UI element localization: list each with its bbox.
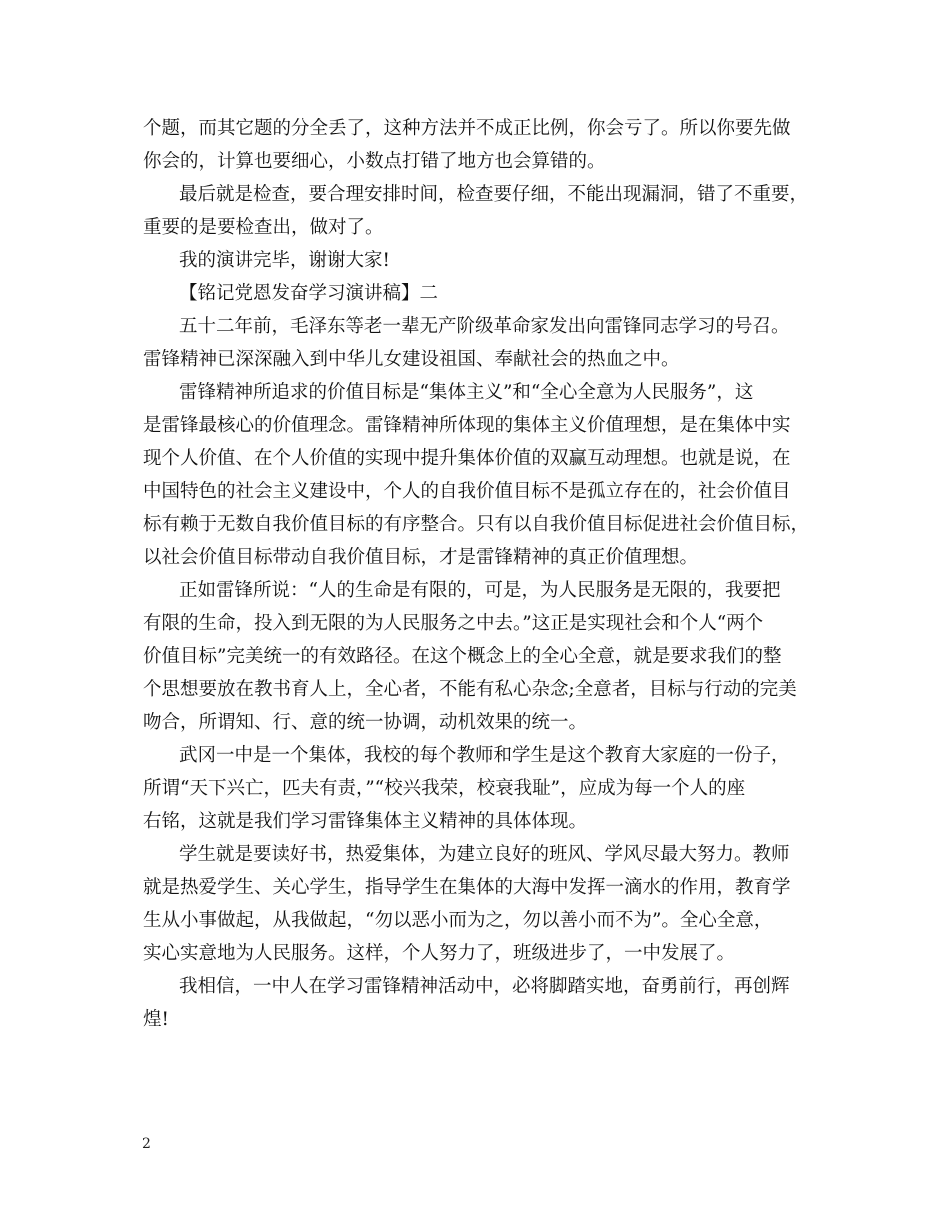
paragraph-first-line: 【铭记党恩发奋学习演讲稿】二 xyxy=(179,283,439,304)
paragraph-first-line: 武冈一中是一个集体，我校的每个教师和学生是这个教育大家庭的一份子， xyxy=(179,745,790,766)
paragraph-first-line: 雷锋精神所追求的价值目标是“集体主义”和“全心全意为人民服务”，这 xyxy=(179,382,754,403)
paragraph-line: 煌! xyxy=(143,1009,169,1030)
paragraph-first-line: 学生就是要读好书，热爱集体，为建立良好的班风、学风尽最大努力。教师 xyxy=(179,844,790,865)
paragraph-line: 中国特色的社会主义建设中，个人的自我价值目标不是孤立存在的，社会价值目 xyxy=(143,481,791,502)
paragraph-line: 实心实意地为人民服务。这样，个人努力了，班级进步了，一中发展了。 xyxy=(143,943,736,964)
paragraph-line: 生从小事做起，从我做起，“勿以恶小而为之，勿以善小而不为”。全心全意， xyxy=(143,910,773,931)
paragraph-first-line: 五十二年前，毛泽东等老一辈无产阶级革命家发出向雷锋同志学习的号召。 xyxy=(179,316,790,337)
paragraph-line: 雷锋精神已深深融入到中华儿女建设祖国、奉献社会的热血之中。 xyxy=(143,349,680,370)
paragraph-line: 价值目标”完美统一的有效路径。在这个概念上的全心全意，就是要求我们的整 xyxy=(143,646,782,667)
paragraph-first-line: 正如雷锋所说：“人的生命是有限的，可是，为人民服务是无限的，我要把 xyxy=(179,580,781,601)
paragraph-line: 你会的，计算也要细心，小数点打错了地方也会算错的。 xyxy=(143,151,606,172)
paragraph-first-line: 我的演讲完毕，谢谢大家! xyxy=(179,250,390,271)
paragraph-line: 是雷锋最核心的价值理念。雷锋精神所体现的集体主义价值理想，是在集体中实 xyxy=(143,415,791,436)
paragraph-line: 就是热爱学生、关心学生，指导学生在集体的大海中发挥一滴水的作用，教育学 xyxy=(143,877,791,898)
paragraph-line: 现个人价值、在个人价值的实现中提升集体价值的双赢互动理想。也就是说，在 xyxy=(143,448,791,469)
paragraph-first-line: 我相信，一中人在学习雷锋精神活动中，必将脚踏实地，奋勇前行，再创辉 xyxy=(179,976,790,997)
paragraph-line: 右铭，这就是我们学习雷锋集体主义精神的具体体现。 xyxy=(143,811,588,832)
paragraph-line: 个思想要放在教书育人上，全心者，不能有私心杂念;全意者，目标与行动的完美 xyxy=(143,679,797,700)
paragraph-first-line: 最后就是检查，要合理安排时间，检查要仔细，不能出现漏洞，错了不重要， xyxy=(179,184,809,205)
paragraph-line: 吻合，所谓知、行、意的统一协调，动机效果的统一。 xyxy=(143,712,588,733)
paragraph-line: 以社会价值目标带动自我价值目标，才是雷锋精神的真正价值理想。 xyxy=(143,547,699,568)
paragraph-line: 所谓“天下兴亡，匹夫有责，”“校兴我荣，校衰我耻”，应成为每一个人的座 xyxy=(143,778,746,799)
paragraph-line: 重要的是要检查出，做对了。 xyxy=(143,217,384,238)
paragraph-line: 标有赖于无数自我价值目标的有序整合。只有以自我价值目标促进社会价值目标， xyxy=(143,514,810,535)
speech-body-text xyxy=(143,112,815,1036)
paragraph-line: 有限的生命，投入到无限的为人民服务之中去。”这正是实现社会和个人“两个 xyxy=(143,613,764,634)
page-number: 2 xyxy=(142,1136,151,1152)
paragraph-line: 个题，而其它题的分全丢了，这种方法并不成正比例，你会亏了。所以你要先做 xyxy=(143,118,791,139)
